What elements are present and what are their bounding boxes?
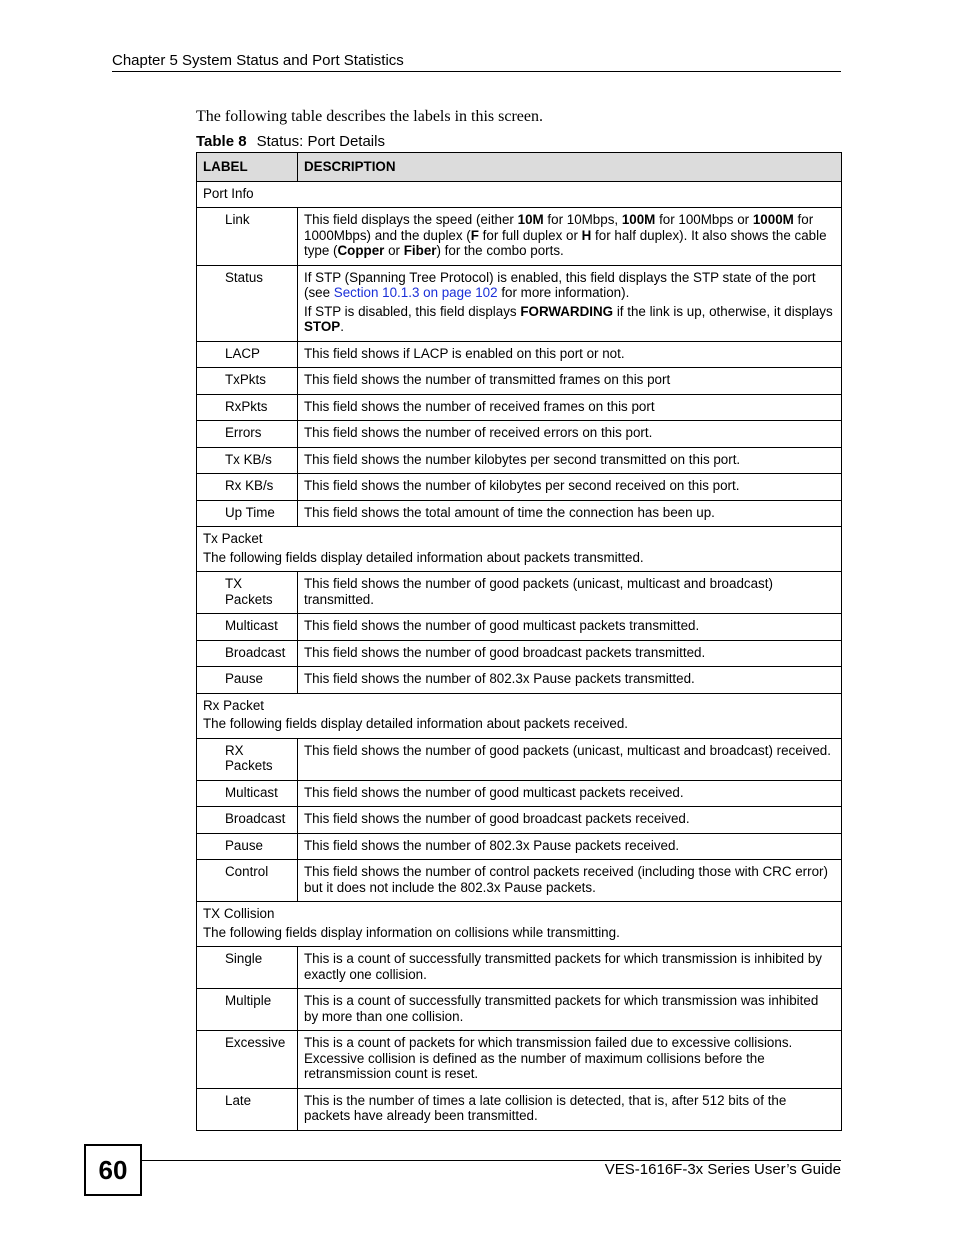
table-header-row	[197, 153, 842, 182]
row-label: TX Packets	[197, 572, 298, 614]
table-row	[197, 667, 842, 694]
row-label: Rx KB/s	[197, 474, 298, 501]
row-label: RxPkts	[197, 394, 298, 421]
row-label: Status	[197, 265, 298, 341]
row-label: TxPkts	[197, 368, 298, 395]
section-title: TX Collision The following fields display information on collisions while transmitting.	[197, 902, 842, 947]
row-description: This is a count of packets for which transmission failed due to excessive collisions. Excessive collision is defined as the number of maximum collisions before the retransmission count is reset.	[298, 1031, 842, 1089]
row-description: This field shows the number of 802.3x Pause packets received.	[298, 833, 842, 860]
section-row-tx-collision	[197, 902, 842, 947]
table-row	[197, 500, 842, 527]
label-column-header: LABEL	[197, 153, 298, 182]
row-label: Multicast	[197, 614, 298, 641]
row-label: Multiple	[197, 989, 298, 1031]
description-column-header: DESCRIPTION	[298, 153, 842, 182]
chapter-header: Chapter 5 System Status and Port Statistics	[112, 52, 841, 72]
table-row	[197, 1088, 842, 1130]
section-title: Rx Packet The following fields display detailed information about packets received.	[197, 693, 842, 738]
row-label: Multicast	[197, 780, 298, 807]
row-description: This field shows the number of good multicast packets received.	[298, 780, 842, 807]
table-row	[197, 394, 842, 421]
table-number: Table 8	[196, 133, 247, 150]
table-row	[197, 421, 842, 448]
table-row	[197, 572, 842, 614]
row-description: This field shows the number of good packets (unicast, multicast and broadcast) transmitted.	[298, 572, 842, 614]
section-title: Tx Packet The following fields display detailed information about packets transmitted.	[197, 527, 842, 572]
row-description: This field shows if LACP is enabled on this port or not.	[298, 341, 842, 368]
row-label: Broadcast	[197, 807, 298, 834]
row-description: This field shows the number of good multicast packets transmitted.	[298, 614, 842, 641]
guide-title: VES-1616F-3x Series User’s Guide	[604, 1161, 841, 1178]
row-label: Control	[197, 860, 298, 902]
row-label: RX Packets	[197, 738, 298, 780]
table-row	[197, 614, 842, 641]
intro-text: The following table describes the labels in this screen.	[196, 108, 544, 125]
row-description: This field shows the total amount of time the connection has been up.	[298, 500, 842, 527]
row-description: This field shows the number of control packets received (including those with CRC error) but it does not include the 802.3x Pause packets.	[298, 860, 842, 902]
row-description: This field shows the number kilobytes per second transmitted on this port.	[298, 447, 842, 474]
section-row-port-info	[197, 181, 842, 208]
table-row	[197, 807, 842, 834]
table-row	[197, 989, 842, 1031]
row-description: This field shows the number of received frames on this port	[298, 394, 842, 421]
row-description: This field shows the number of good packets (unicast, multicast and broadcast) received.	[298, 738, 842, 780]
port-details-table	[196, 152, 842, 1131]
row-description: This field shows the number of 802.3x Pause packets transmitted.	[298, 667, 842, 694]
row-description: If STP (Spanning Tree Protocol) is enabled, this field displays the STP state of the port (see Section 10.1.3 on page 102 for more information). If STP is disabled, this field displays FORWARDING if the link is up, otherwise, it displays STOP.	[298, 265, 842, 341]
row-label: Pause	[197, 667, 298, 694]
row-label: Errors	[197, 421, 298, 448]
row-label: Excessive	[197, 1031, 298, 1089]
row-label: Link	[197, 208, 298, 266]
table-row	[197, 860, 842, 902]
section-cross-reference-link[interactable]: Section 10.1.3 on page 102	[333, 285, 498, 300]
row-description: This field shows the number of good broadcast packets received.	[298, 807, 842, 834]
table-row	[197, 780, 842, 807]
row-label: Late	[197, 1088, 298, 1130]
section-row-rx-packet	[197, 693, 842, 738]
section-row-tx-packet	[197, 527, 842, 572]
row-label: LACP	[197, 341, 298, 368]
table-row	[197, 833, 842, 860]
row-label: Pause	[197, 833, 298, 860]
table-row	[197, 341, 842, 368]
section-title: Port Info	[197, 181, 842, 208]
table-row	[197, 265, 842, 341]
table-row	[197, 474, 842, 501]
table-row	[197, 208, 842, 266]
table-row	[197, 640, 842, 667]
row-description: This is a count of successfully transmitted packets for which transmission is inhibited by exactly one collision.	[298, 947, 842, 989]
table-row	[197, 447, 842, 474]
row-label: Tx KB/s	[197, 447, 298, 474]
table-row	[197, 368, 842, 395]
page-number: 60	[84, 1144, 142, 1196]
row-description: This field shows the number of kilobytes per second received on this port.	[298, 474, 842, 501]
table-row	[197, 738, 842, 780]
row-description: This field displays the speed (either 10M for 10Mbps, 100M for 100Mbps or 1000M for 1000Mbps) and the duplex (F for full duplex or H for half duplex). It also shows the cable type (Copper or Fiber) for the combo ports.	[298, 208, 842, 266]
row-label: Broadcast	[197, 640, 298, 667]
row-label: Single	[197, 947, 298, 989]
row-description: This field shows the number of received errors on this port.	[298, 421, 842, 448]
table-row	[197, 1031, 842, 1089]
row-description: This is the number of times a late collision is detected, that is, after 512 bits of the packets have already been transmitted.	[298, 1088, 842, 1130]
table-title: Status: Port Details	[256, 133, 385, 150]
table-caption	[196, 133, 385, 150]
row-description: This field shows the number of good broadcast packets transmitted.	[298, 640, 842, 667]
row-description: This field shows the number of transmitted frames on this port	[298, 368, 842, 395]
row-label: Up Time	[197, 500, 298, 527]
table-row	[197, 947, 842, 989]
row-description: This is a count of successfully transmitted packets for which transmission was inhibited by more than one collision.	[298, 989, 842, 1031]
